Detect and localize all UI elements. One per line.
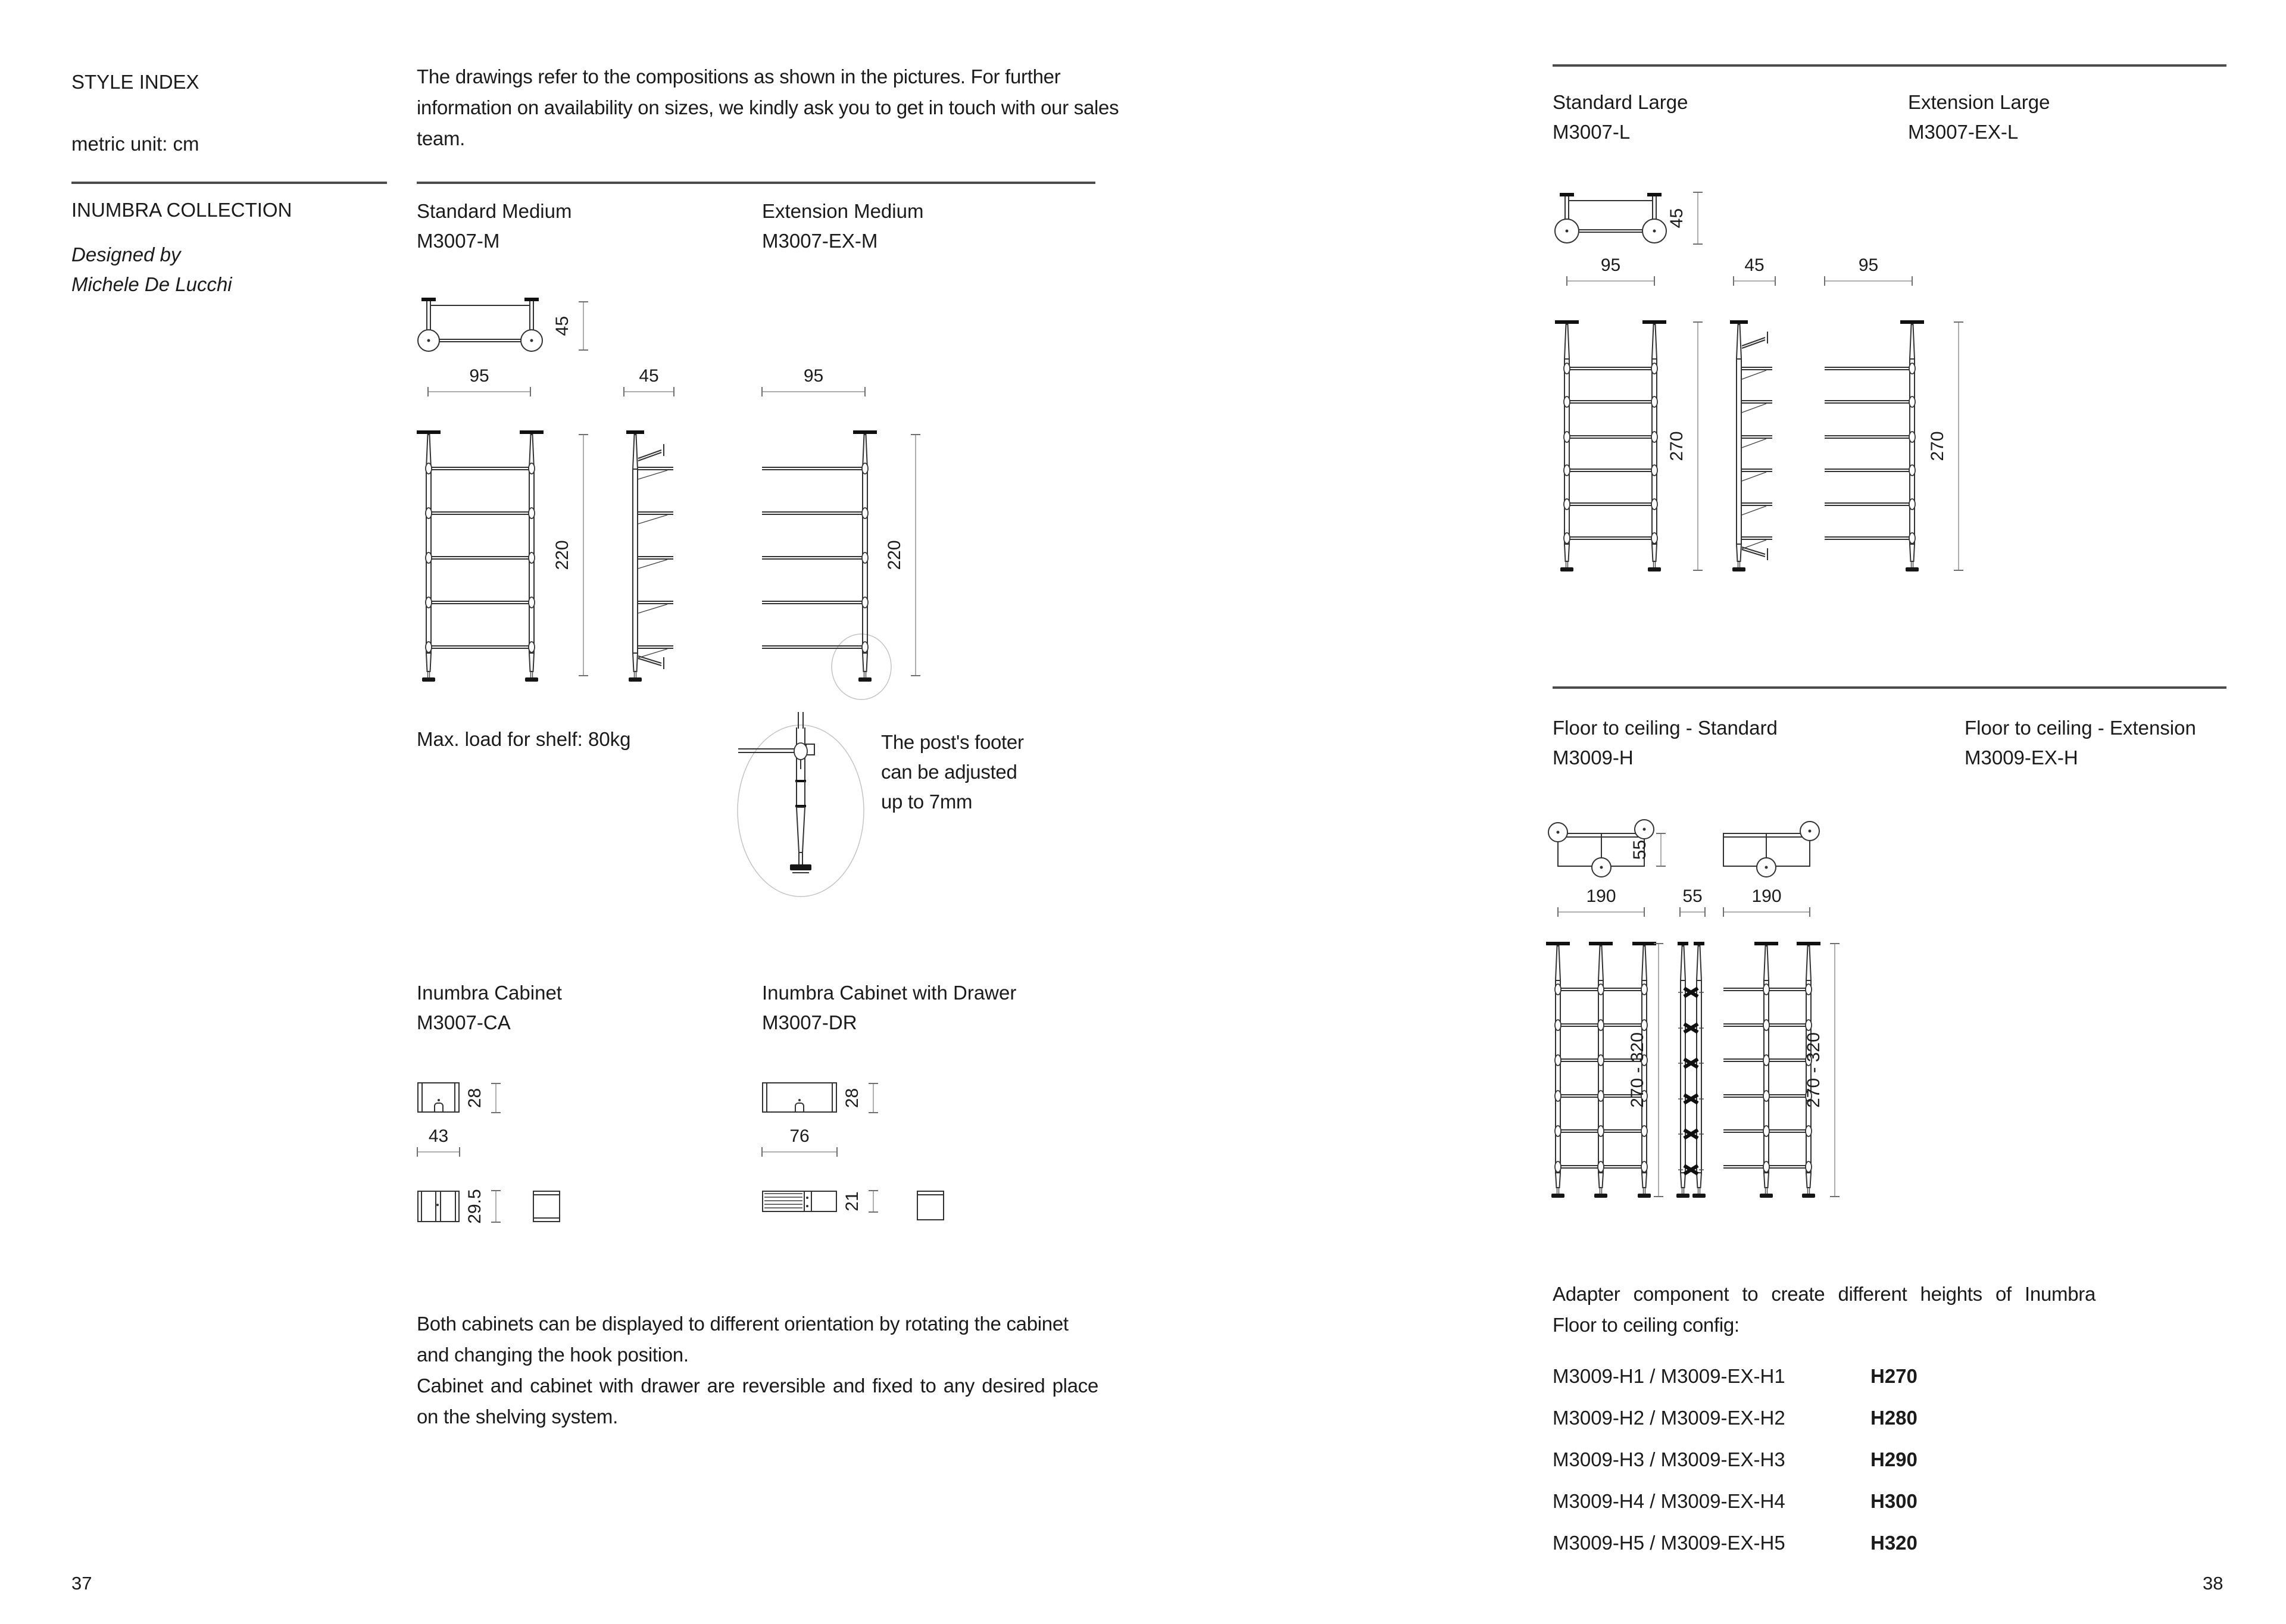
config-row-height: H300 bbox=[1870, 1490, 1918, 1512]
standard-medium-side bbox=[626, 432, 673, 682]
dim-label: 55 bbox=[1682, 886, 1703, 906]
config-row-height: H290 bbox=[1870, 1448, 1918, 1470]
dim-label: 28 bbox=[465, 1088, 485, 1108]
h-dimension bbox=[762, 366, 865, 396]
extension-medium-title: Extension Medium bbox=[762, 200, 924, 222]
v-dimension bbox=[1667, 322, 1703, 570]
cabinet-code: M3007-CA bbox=[417, 1011, 511, 1033]
dim-label: 45 bbox=[1667, 208, 1687, 229]
dim-label: 95 bbox=[1858, 255, 1879, 275]
cabinet-note-1: Both cabinets can be displayed to different orientation by rotating the cabinet and changing the hook position. bbox=[417, 1313, 1069, 1366]
v-dimension bbox=[552, 435, 588, 676]
page-number-left: 37 bbox=[71, 1573, 92, 1594]
h-dimension bbox=[1734, 255, 1775, 286]
collection-title: INUMBRA COLLECTION bbox=[71, 199, 292, 221]
dim-label: 190 bbox=[1586, 886, 1616, 906]
page-number-right: 38 bbox=[2203, 1573, 2223, 1594]
config-row-codes: M3009-H2 / M3009-EX-H2 bbox=[1553, 1407, 1785, 1429]
standard-large-code: M3007-L bbox=[1553, 121, 1631, 143]
dim-label: 45 bbox=[552, 316, 572, 336]
standard-large-front bbox=[1555, 322, 1666, 571]
dim-label: 95 bbox=[803, 366, 824, 386]
config-row-codes: M3009-H3 / M3009-EX-H3 bbox=[1553, 1448, 1785, 1470]
v-dimension bbox=[552, 302, 588, 350]
cabinet-drawer-code: M3007-DR bbox=[762, 1011, 857, 1033]
config-row-codes: M3009-H1 / M3009-EX-H1 bbox=[1553, 1365, 1785, 1387]
v-dimension bbox=[842, 1191, 878, 1212]
dim-label: 190 bbox=[1751, 886, 1782, 906]
cabinet-note-2: Cabinet and cabinet with drawer are reversible and fixed to any desired place on the shelving system. bbox=[417, 1375, 1098, 1428]
h-dimension bbox=[428, 366, 530, 396]
v-dimension bbox=[885, 435, 920, 676]
h-dimension bbox=[1567, 255, 1654, 286]
post-footer-note: The post's footer can be adjusted up to 7mm bbox=[881, 731, 1024, 813]
large-plan-view bbox=[1555, 195, 1666, 243]
intro-paragraph: The drawings refer to the compositions as shown in the pictures. For further information on availability on sizes, we kindly ask you to get in touch with our sales team. bbox=[417, 65, 1119, 149]
ftc-standard-title: Floor to ceiling - Standard bbox=[1553, 717, 1778, 739]
medium-plan-view bbox=[418, 299, 542, 351]
dim-label: 43 bbox=[428, 1126, 449, 1146]
dim-label: 95 bbox=[1600, 255, 1621, 275]
standard-medium-front bbox=[417, 432, 544, 682]
standard-large-side bbox=[1730, 322, 1772, 571]
h-dimension bbox=[1680, 886, 1705, 917]
config-row-height: H280 bbox=[1870, 1407, 1918, 1429]
dim-label: 95 bbox=[469, 366, 489, 386]
dim-label: 45 bbox=[639, 366, 659, 386]
config-row-height: H320 bbox=[1870, 1532, 1918, 1554]
dim-label: 270 bbox=[1667, 431, 1687, 461]
dim-label: 21 bbox=[842, 1191, 862, 1211]
h-dimension bbox=[1723, 886, 1810, 917]
dim-label: 270 - 320 bbox=[1628, 1032, 1647, 1108]
max-load-note: Max. load for shelf: 80kg bbox=[417, 728, 631, 750]
dim-label: 220 bbox=[885, 540, 904, 570]
v-dimension bbox=[1628, 944, 1663, 1197]
config-row-codes: M3009-H4 / M3009-EX-H4 bbox=[1553, 1490, 1785, 1512]
cabinet-title: Inumbra Cabinet bbox=[417, 982, 562, 1004]
h-dimension bbox=[1558, 886, 1644, 917]
extension-medium-code: M3007-EX-M bbox=[762, 230, 878, 252]
dim-label: 55 bbox=[1630, 839, 1650, 860]
standard-large-title: Standard Large bbox=[1553, 91, 1688, 113]
h-dimension bbox=[1825, 255, 1912, 286]
designed-by-label: Designed by bbox=[71, 243, 181, 266]
dim-label: 270 bbox=[1928, 431, 1947, 461]
extension-large-code: M3007-EX-L bbox=[1908, 121, 2019, 143]
dim-label: 270 - 320 bbox=[1804, 1032, 1823, 1108]
cabinet-drawer-title: Inumbra Cabinet with Drawer bbox=[762, 982, 1017, 1004]
dim-label: 45 bbox=[1744, 255, 1765, 275]
config-row-height: H270 bbox=[1870, 1365, 1918, 1387]
h-dimension bbox=[417, 1126, 460, 1157]
dim-label: 29.5 bbox=[465, 1189, 485, 1224]
dimension-lines bbox=[417, 192, 1963, 1224]
ftc-extension-title: Floor to ceiling - Extension bbox=[1965, 717, 2196, 739]
ftc-standard-code: M3009-H bbox=[1553, 747, 1634, 769]
h-dimension bbox=[762, 1126, 837, 1157]
v-dimension bbox=[1804, 944, 1840, 1197]
metric-unit-label: metric unit: cm bbox=[71, 133, 199, 155]
dim-label: 220 bbox=[552, 540, 572, 570]
v-dimension bbox=[465, 1083, 501, 1113]
adapter-note-line2: Floor to ceiling config: bbox=[1553, 1314, 1740, 1336]
ftc-side bbox=[1676, 944, 1706, 1198]
post-footer-detail bbox=[738, 712, 864, 897]
v-dimension bbox=[1928, 322, 1963, 570]
v-dimension bbox=[1667, 192, 1703, 244]
v-dimension bbox=[842, 1083, 878, 1113]
extension-medium-front bbox=[762, 432, 877, 682]
ftc-extension-code: M3009-EX-H bbox=[1965, 747, 2078, 769]
standard-medium-code: M3007-M bbox=[417, 230, 500, 252]
h-dimension bbox=[624, 366, 674, 396]
style-index-title: STYLE INDEX bbox=[71, 71, 199, 93]
extension-foot-detail-circle bbox=[832, 634, 891, 699]
dim-label: 76 bbox=[789, 1126, 810, 1146]
extension-large-front bbox=[1825, 322, 1924, 571]
v-dimension bbox=[465, 1189, 501, 1223]
ftc-extension-plan-view bbox=[1723, 822, 1819, 877]
config-row-codes: M3009-H5 / M3009-EX-H5 bbox=[1553, 1532, 1785, 1554]
extension-large-title: Extension Large bbox=[1908, 91, 2050, 113]
standard-medium-title: Standard Medium bbox=[417, 200, 572, 222]
dim-label: 28 bbox=[842, 1088, 862, 1108]
designer-name: Michele De Lucchi bbox=[71, 273, 232, 295]
adapter-note-line1: Adapter component to create different heights of Inumbra bbox=[1553, 1283, 2096, 1305]
